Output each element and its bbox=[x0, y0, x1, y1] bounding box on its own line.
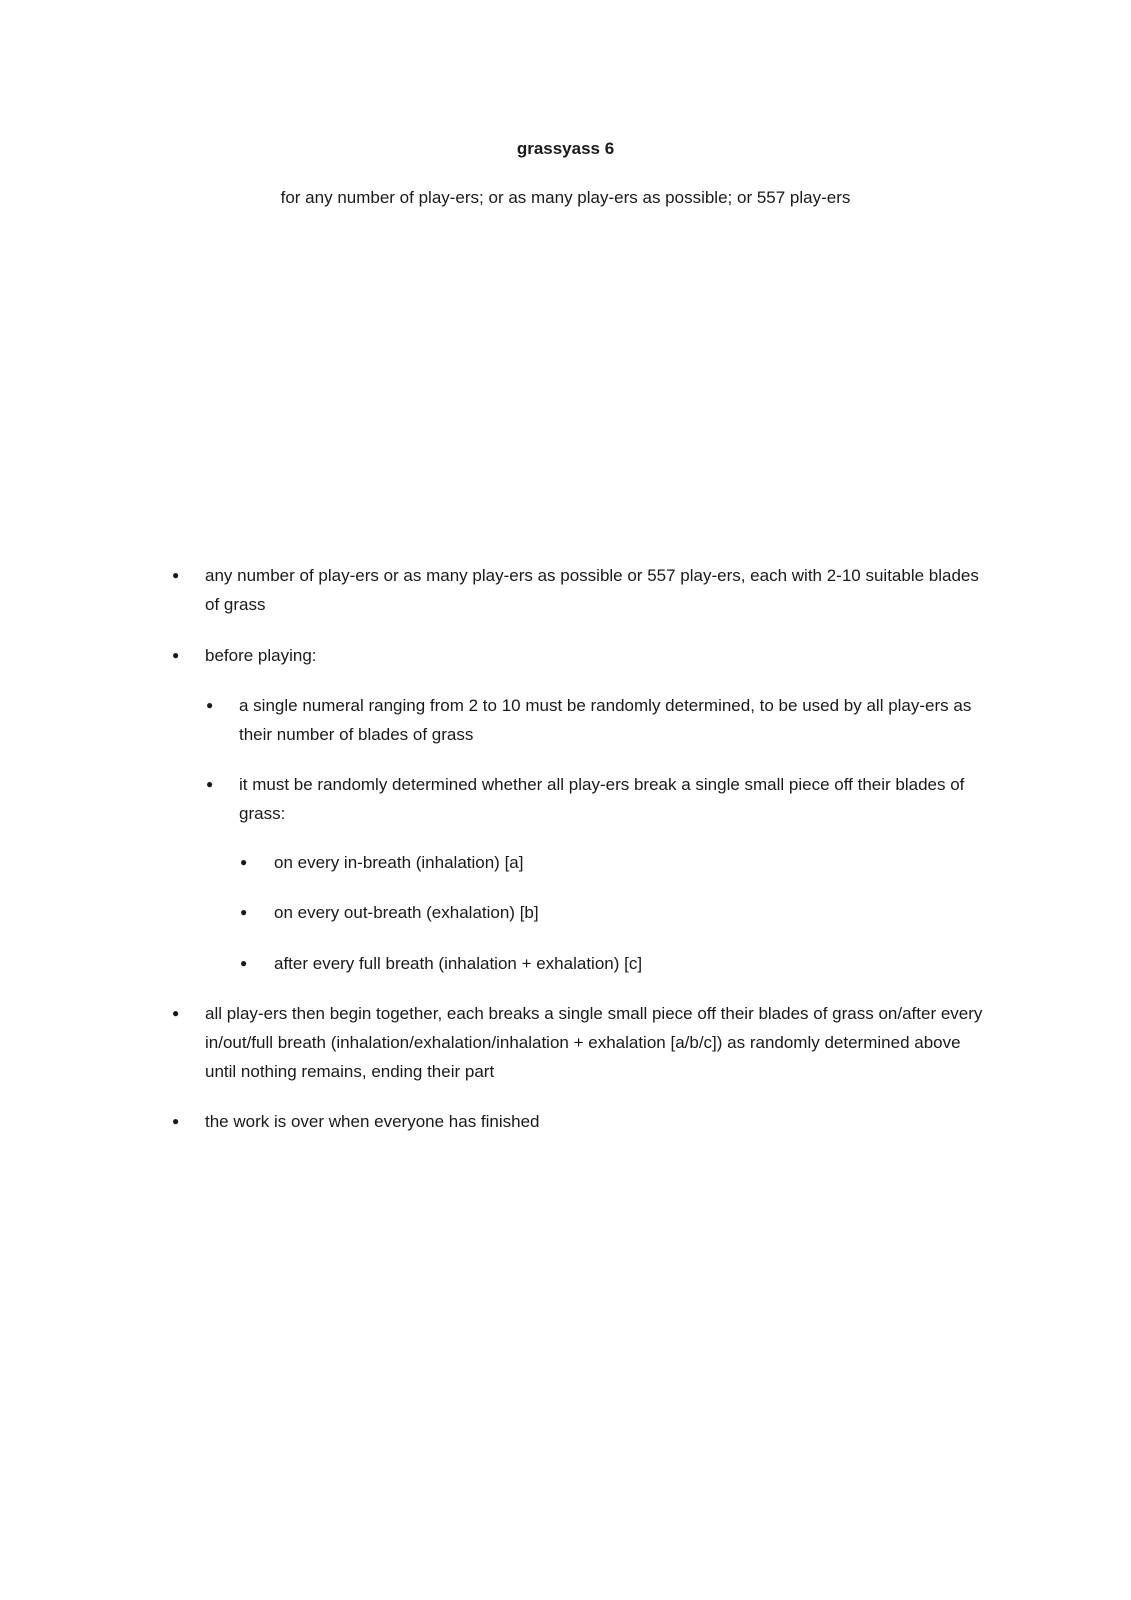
list-item-break-determination bbox=[206, 770, 995, 828]
list-item-text: it must be randomly determined whether all play-ers break a single small piece off their blades of grass: bbox=[239, 775, 965, 823]
list-item-text: after every full breath (inhalation + exhalation) [c] bbox=[274, 954, 643, 973]
bullet-icon: ● bbox=[172, 1114, 180, 1128]
bullet-icon: ● bbox=[240, 855, 248, 869]
bullet-icon: ● bbox=[240, 956, 248, 970]
list-item-text: the work is over when everyone has finished bbox=[205, 1112, 540, 1131]
bullet-icon: ● bbox=[206, 698, 214, 712]
bullet-icon: ● bbox=[172, 648, 180, 662]
list-item-before-playing bbox=[172, 641, 995, 670]
bullet-icon: ● bbox=[172, 1006, 180, 1020]
document-subtitle: for any number of play-ers; or as many play-ers as possible; or 557 play-ers bbox=[280, 188, 851, 207]
list-item-text: any number of play-ers or as many play-ers as possible or 557 play-ers, each with 2-10 suitable blades of grass bbox=[205, 566, 979, 614]
list-item-numeral bbox=[206, 691, 995, 749]
list-item-option-c bbox=[240, 949, 994, 978]
list-item-text: on every out-breath (exhalation) [b] bbox=[274, 903, 539, 922]
bullet-icon: ● bbox=[206, 777, 214, 791]
document-title: grassyass 6 bbox=[516, 139, 615, 158]
bullet-icon: ● bbox=[240, 905, 248, 919]
list-item-work-over bbox=[172, 1107, 995, 1136]
list-item-option-a bbox=[240, 848, 994, 877]
list-item-text: a single numeral ranging from 2 to 10 must be randomly determined, to be used by all play-ers as their number of blades of grass bbox=[239, 696, 972, 744]
list-item-text: all play-ers then begin together, each breaks a single small piece off their blades of grass on/after every in/out/full breath (inhalation/exhalation/inhalation + exhalation [a/b/c]) as randomly determined above until nothing remains, ending their part bbox=[205, 1004, 983, 1081]
list-item-begin-together bbox=[172, 999, 995, 1086]
list-item-text: before playing: bbox=[205, 646, 317, 665]
list-item-players bbox=[172, 561, 995, 619]
list-item-text: on every in-breath (inhalation) [a] bbox=[274, 853, 524, 872]
bullet-icon: ● bbox=[172, 568, 180, 582]
list-item-option-b bbox=[240, 898, 994, 927]
